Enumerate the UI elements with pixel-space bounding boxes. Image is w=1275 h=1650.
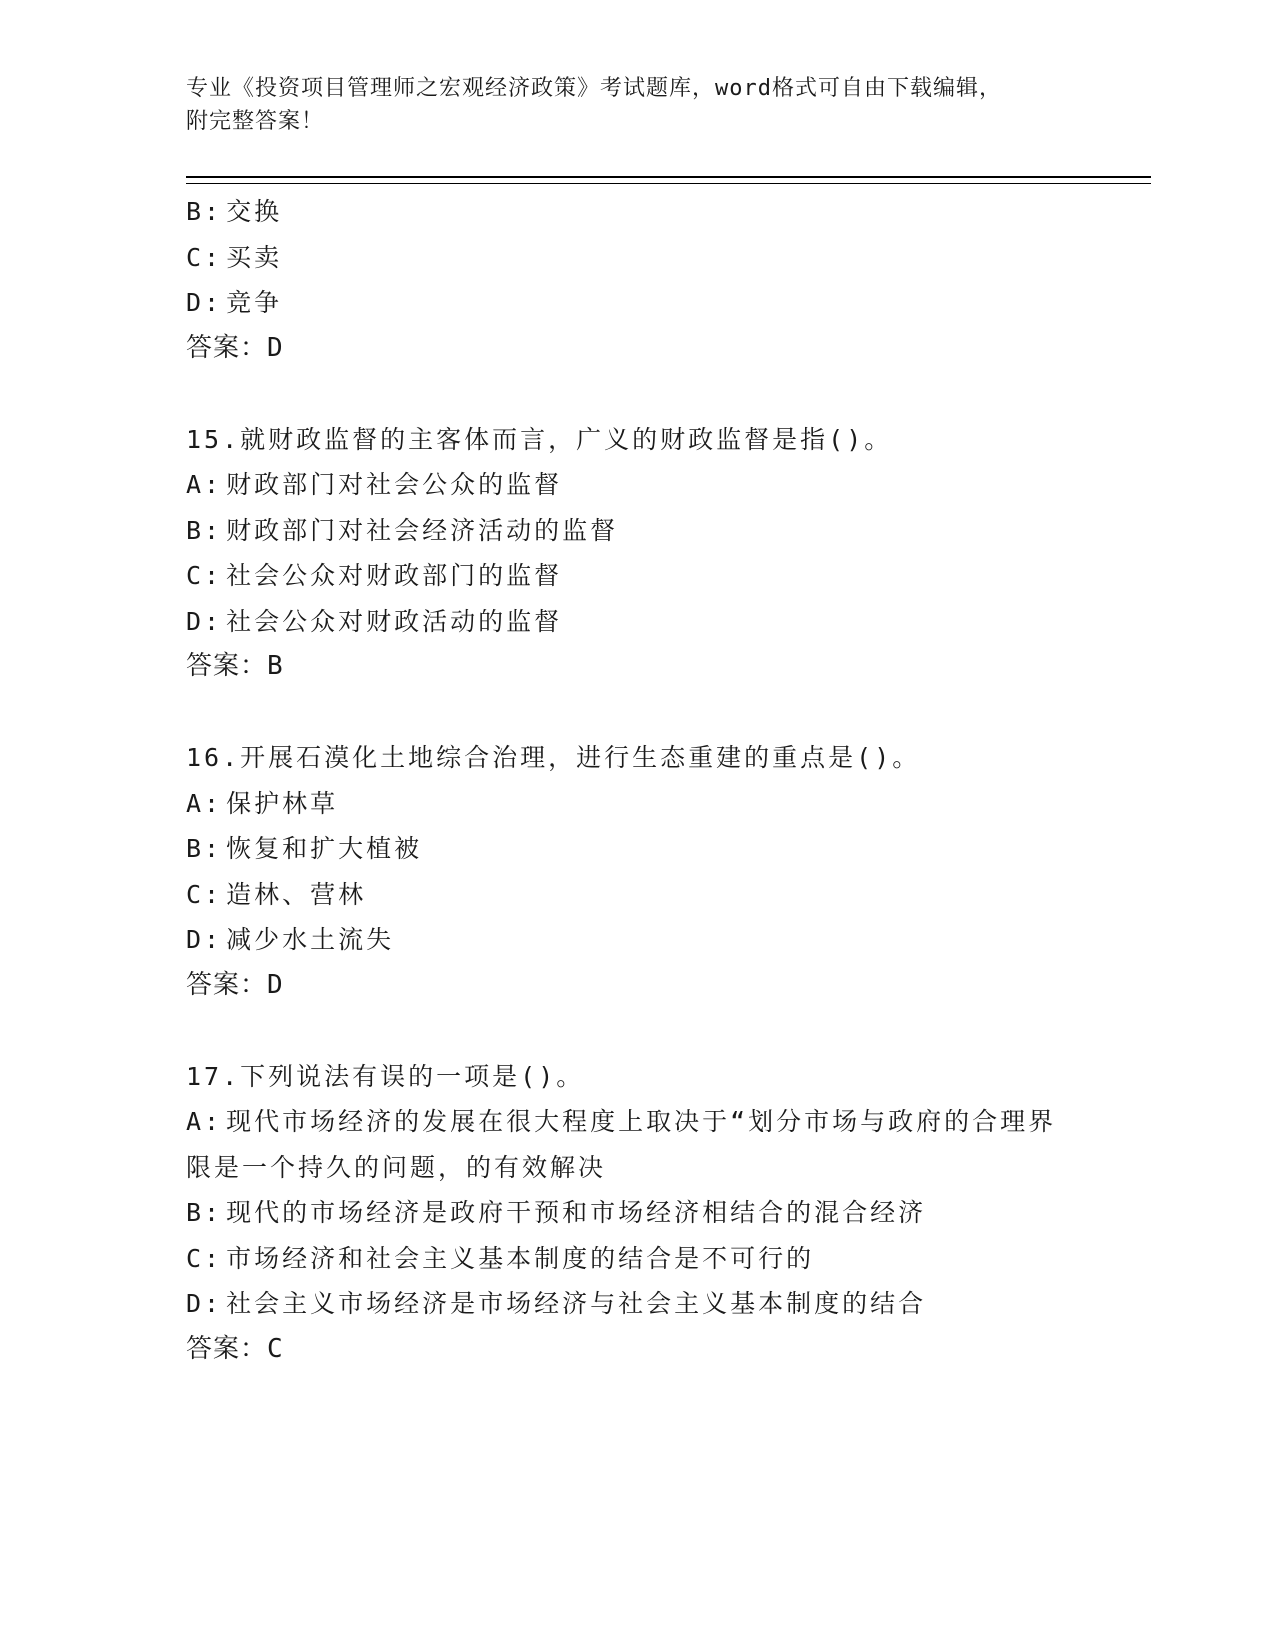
option-text: 现代市场经济的发展在很大程度上取决于“划分市场与政府的合理界限是一个持久的问题，的有效解决 [186, 1107, 1057, 1182]
option-text: 现代的市场经济是政府干预和市场经济相结合的混合经济 [226, 1198, 927, 1227]
document-header [186, 72, 1086, 138]
option-c [186, 1236, 1151, 1282]
option-label: D: [186, 1289, 223, 1318]
answer-label: 答案： [186, 332, 268, 363]
option-a [186, 462, 1151, 508]
question-15 [186, 417, 1151, 690]
question-17 [186, 1054, 1151, 1373]
partial-question [186, 189, 1151, 371]
option-text: 社会主义市场经济是市场经济与社会主义基本制度的结合 [226, 1289, 927, 1318]
option-text: 减少水土流失 [226, 925, 395, 954]
question-stem: 16.开展石漠化土地综合治理，进行生态重建的重点是()。 [186, 743, 921, 772]
option-c [186, 553, 1151, 599]
option-c [186, 235, 1151, 281]
option-label: B: [186, 834, 223, 863]
option-b [186, 189, 1151, 235]
option-text: 财政部门对社会经济活动的监督 [226, 515, 619, 545]
answer-value: C [267, 1333, 284, 1364]
option-text: 保护林草 [226, 788, 339, 818]
option-text: 恢复和扩大植被 [226, 834, 423, 863]
option-label: A: [186, 470, 223, 499]
option-text: 财政部门对社会公众的监督 [226, 470, 563, 499]
spacer [186, 690, 1151, 736]
option-a [186, 1099, 1076, 1190]
option-label: B: [186, 197, 223, 226]
option-d [186, 917, 1151, 963]
answer-line [186, 326, 1151, 372]
option-b [186, 1190, 1151, 1236]
option-label: B: [186, 1198, 223, 1227]
option-label: D: [186, 925, 223, 954]
answer-value: D [267, 332, 284, 363]
answer-line [186, 644, 1151, 690]
question-16 [186, 735, 1151, 1008]
question-stem: 17.下列说法有误的一项是()。 [186, 1061, 585, 1091]
answer-label: 答案： [186, 651, 268, 681]
answer-label: 答案： [186, 1333, 268, 1364]
spacer [186, 1008, 1151, 1054]
option-text: 市场经济和社会主义基本制度的结合是不可行的 [226, 1243, 815, 1273]
document-body [186, 189, 1151, 1372]
option-d [186, 599, 1151, 645]
option-b [186, 508, 1151, 554]
option-text: 造林、营林 [226, 879, 367, 909]
option-label: B: [186, 515, 223, 545]
question-stem: 15.就财政监督的主客体而言，广义的财政监督是指()。 [186, 424, 893, 454]
option-d [186, 1281, 1151, 1327]
option-label: C: [186, 1243, 223, 1273]
header-line-2: 附完整答案！ [186, 109, 325, 134]
option-label: C: [186, 879, 223, 909]
option-label: C: [186, 242, 223, 272]
answer-label: 答案： [186, 969, 268, 1000]
option-text: 社会公众对财政部门的监督 [226, 561, 563, 590]
option-text: 竞争 [226, 288, 283, 317]
option-label: A: [186, 1107, 223, 1136]
header-line-1: 专业《投资项目管理师之宏观经济政策》考试题库，word格式可自由下载编辑， [186, 76, 1002, 101]
option-label: D: [186, 288, 223, 317]
spacer [186, 371, 1151, 417]
header-divider [186, 176, 1151, 184]
answer-line [186, 963, 1151, 1009]
option-a [186, 781, 1151, 827]
answer-value: B [267, 651, 284, 681]
option-label: D: [186, 606, 223, 636]
option-c [186, 872, 1151, 918]
option-label: C: [186, 561, 223, 590]
option-text: 交换 [226, 197, 283, 226]
option-b [186, 826, 1151, 872]
option-d [186, 280, 1151, 326]
answer-value: D [267, 969, 284, 1000]
answer-line [186, 1327, 1151, 1373]
option-label: A: [186, 788, 223, 818]
option-text: 买卖 [226, 242, 283, 272]
option-text: 社会公众对财政活动的监督 [226, 606, 563, 636]
